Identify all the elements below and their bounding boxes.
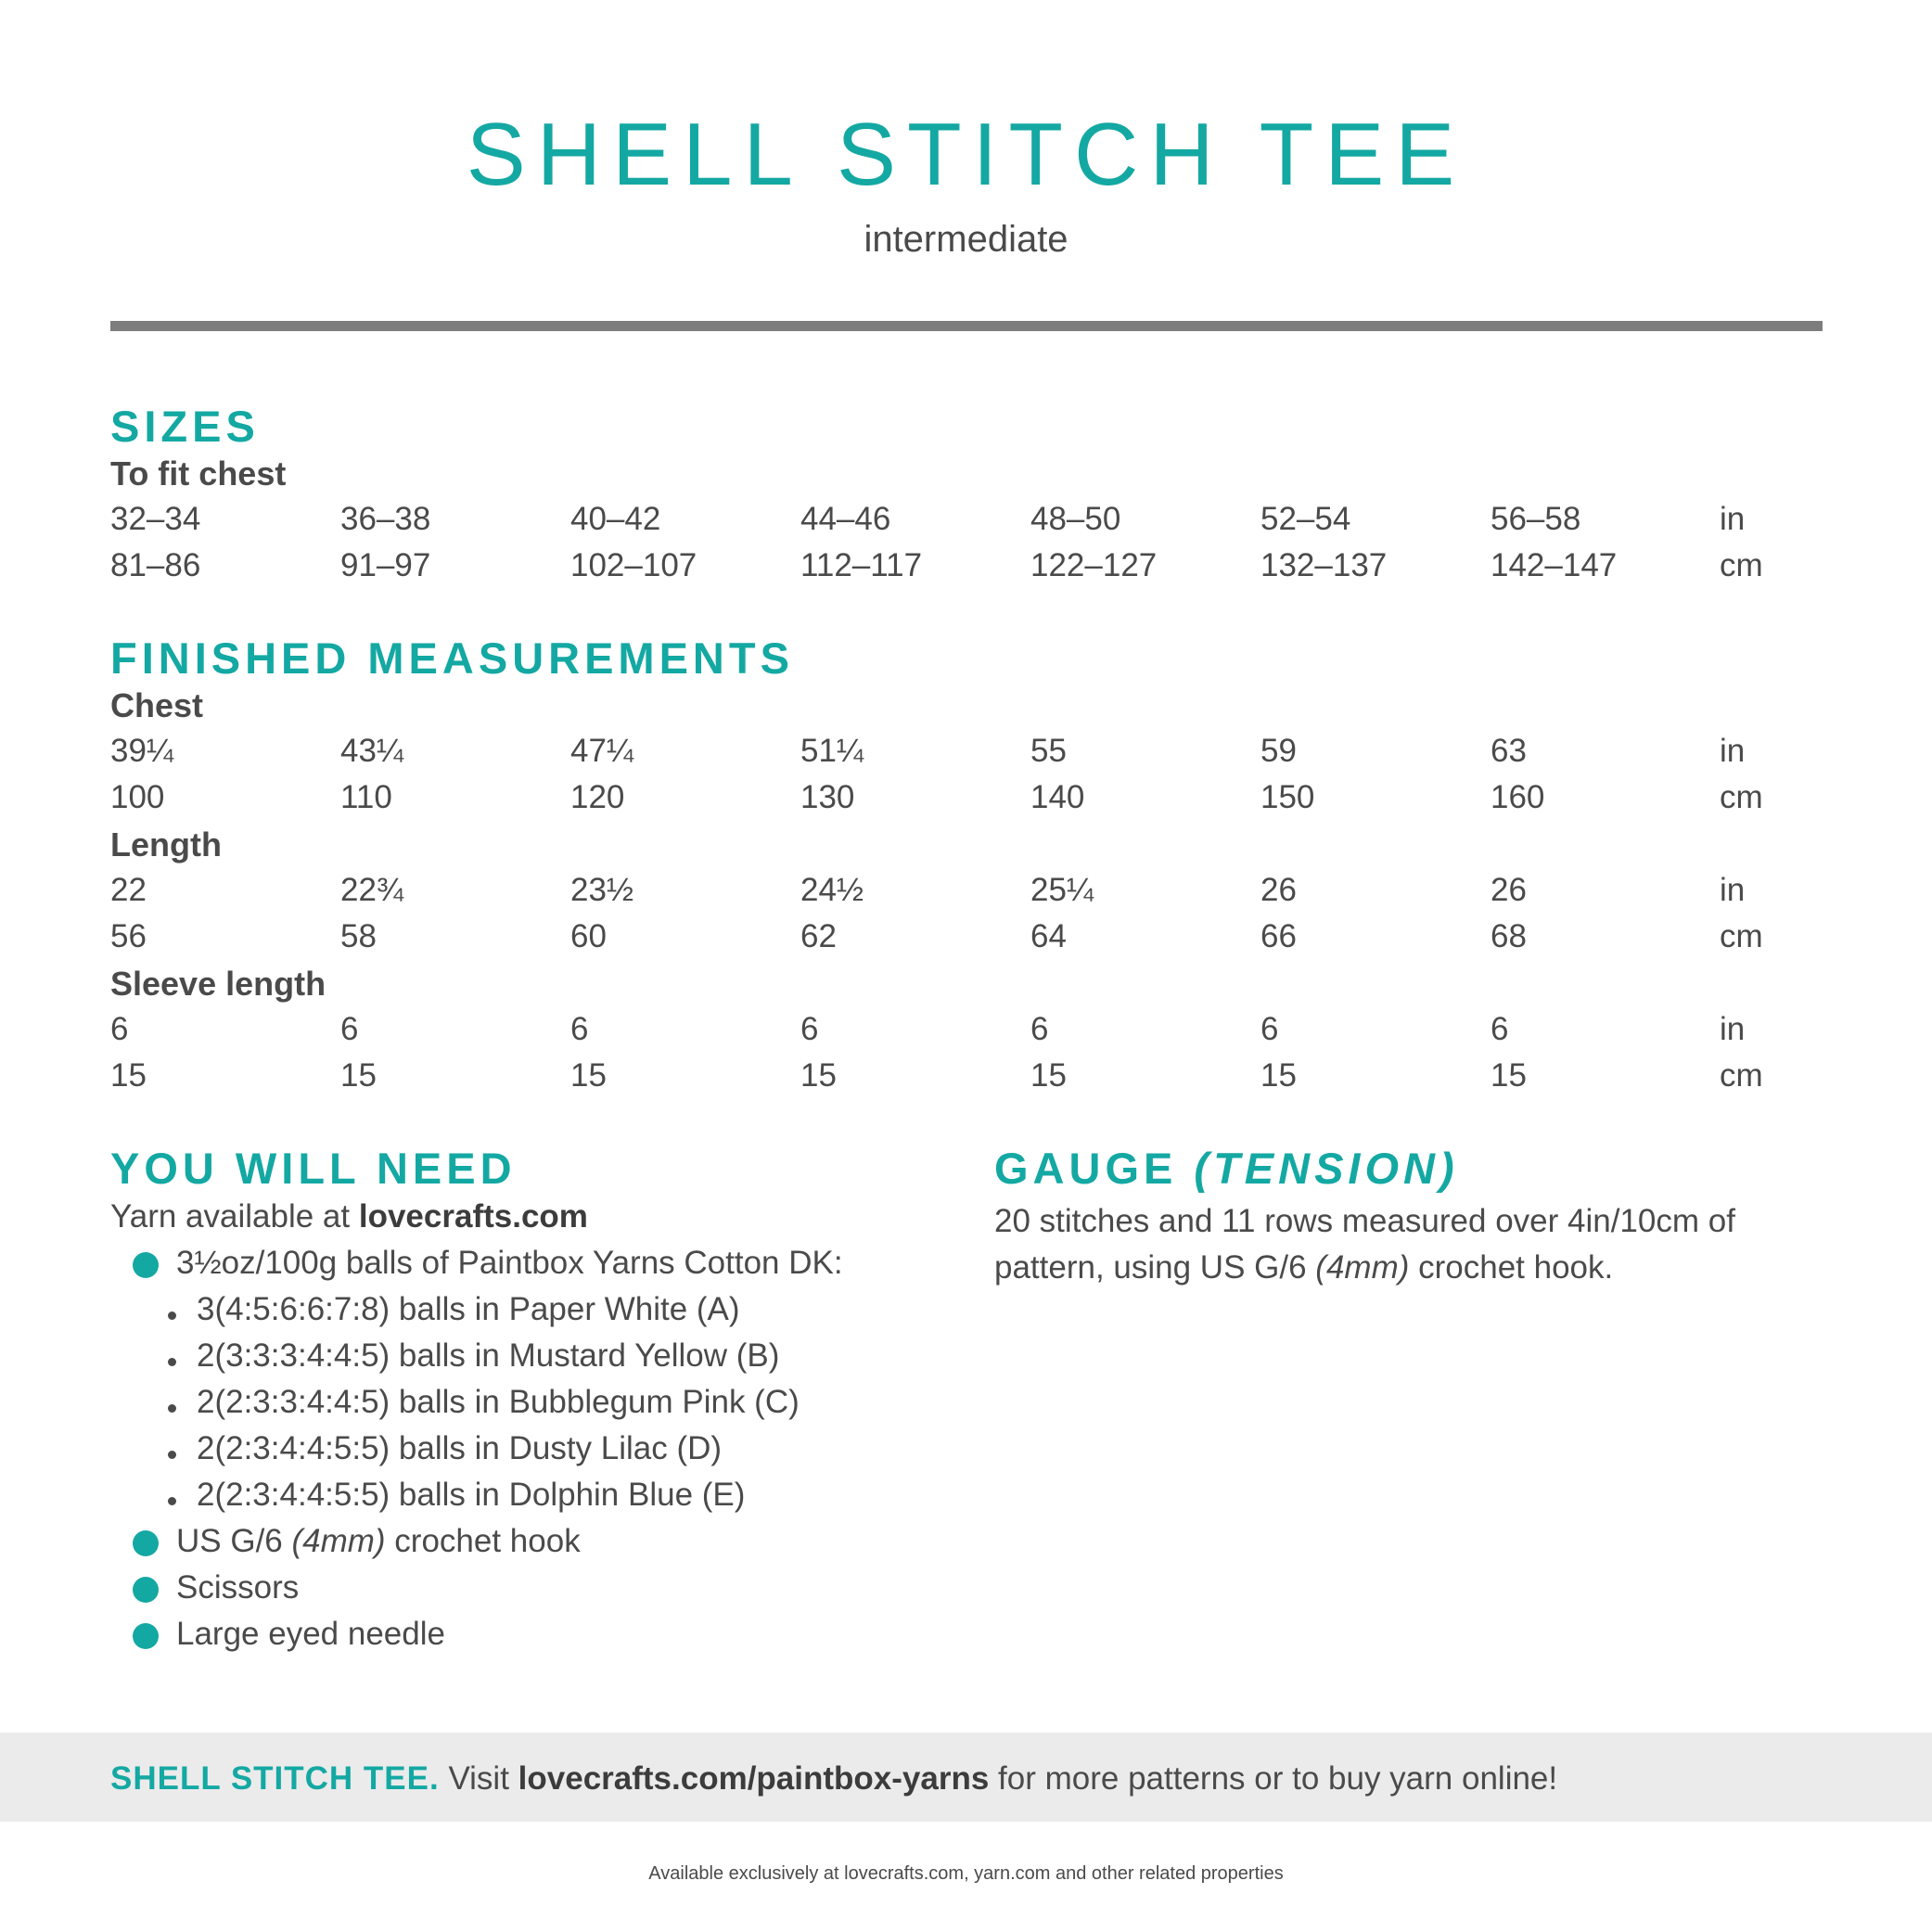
unit-label: in <box>1720 501 1746 537</box>
measure-cell: 15 <box>1491 1057 1527 1094</box>
unit-label: cm <box>1720 779 1763 815</box>
unit-label: in <box>1720 1011 1746 1047</box>
size-cell: 52–54 <box>1260 501 1351 537</box>
measure-cell: 6 <box>570 1011 589 1047</box>
measure-cell: 26 <box>1260 872 1297 908</box>
measure-cell: 110 <box>340 779 392 815</box>
measure-cell: 51¼ <box>800 733 864 769</box>
measure-cell: 56 <box>110 918 147 954</box>
bullet-icon <box>133 1252 159 1278</box>
color-item: 2(2:3:4:4:5:5) balls in Dusty Lilac (D) <box>197 1430 723 1466</box>
unit-label: in <box>1720 872 1746 908</box>
unit-label: cm <box>1720 1057 1763 1094</box>
measure-cell: 6 <box>800 1011 819 1047</box>
chest-row-cm <box>110 779 1823 824</box>
size-cell: 81–86 <box>110 547 201 583</box>
measure-cell: 6 <box>1260 1011 1279 1047</box>
yarn-availability-text: Yarn available at <box>110 1198 359 1235</box>
lovecrafts-link[interactable]: lovecrafts.com <box>358 1198 588 1235</box>
measure-cell: 100 <box>110 779 165 815</box>
size-cell: 56–58 <box>1491 501 1581 537</box>
unit-label: cm <box>1720 918 1763 954</box>
measure-cell: 130 <box>800 779 855 815</box>
sub-bullet-icon <box>168 1358 176 1366</box>
skill-level: intermediate <box>864 219 1068 260</box>
sizes-heading: SIZES <box>110 402 260 451</box>
length-row-cm <box>110 918 1823 963</box>
unit-label: cm <box>1720 547 1763 583</box>
length-row-in <box>110 872 1823 916</box>
length-label: Length <box>110 825 222 864</box>
measure-cell: 150 <box>1260 779 1315 815</box>
bullet-icon <box>133 1577 159 1603</box>
gauge-heading-main: GAUGE <box>994 1144 1195 1193</box>
footer-rest: for more patterns or to buy yarn online! <box>989 1760 1558 1797</box>
measure-cell: 15 <box>1260 1057 1297 1094</box>
size-cell: 48–50 <box>1030 501 1121 537</box>
sleeve-length-label: Sleeve length <box>110 965 326 1003</box>
color-item: 2(2:3:4:4:5:5) balls in Dolphin Blue (E) <box>197 1477 746 1513</box>
to-fit-chest-label: To fit chest <box>110 454 287 493</box>
measure-cell: 60 <box>570 918 607 954</box>
footer-visit: Visit <box>439 1760 518 1797</box>
measure-cell: 22¾ <box>340 872 404 908</box>
yarn-availability <box>110 1198 588 1235</box>
color-item: 2(3:3:3:4:4:5) balls in Mustard Yellow (B) <box>197 1337 780 1374</box>
gauge-text-end: crochet hook. <box>1409 1249 1614 1286</box>
size-cell: 112–117 <box>800 547 923 583</box>
sleeve-row-in <box>110 1011 1823 1056</box>
measure-cell: 15 <box>340 1057 377 1094</box>
measure-cell: 6 <box>110 1011 129 1047</box>
measure-cell: 58 <box>340 918 377 954</box>
gauge-text-main: 20 stitches and 11 rows measured over 4in/10cm of pattern, using US G/6 <box>994 1203 1735 1286</box>
gauge-text <box>994 1198 1829 1291</box>
measure-cell: 22 <box>110 872 147 908</box>
sizes-row-in <box>110 501 1823 545</box>
measure-cell: 15 <box>800 1057 837 1094</box>
size-cell: 91–97 <box>340 547 431 583</box>
hook-size: US G/6 <box>176 1523 292 1559</box>
measure-cell: 66 <box>1260 918 1297 954</box>
size-cell: 44–46 <box>800 501 891 537</box>
page-title: SHELL STITCH TEE <box>466 105 1466 204</box>
footer-title: SHELL STITCH TEE. <box>110 1760 440 1797</box>
measure-cell: 68 <box>1491 918 1527 954</box>
chest-row-in <box>110 733 1823 777</box>
gauge-heading-alt: (TENSION) <box>1194 1144 1459 1193</box>
hook-text: crochet hook <box>385 1523 581 1559</box>
measure-cell: 63 <box>1491 733 1527 769</box>
measure-cell: 15 <box>1030 1057 1067 1094</box>
color-item: 3(4:5:6:6:7:8) balls in Paper White (A) <box>197 1291 740 1327</box>
measure-cell: 6 <box>1491 1011 1509 1047</box>
measure-cell: 23½ <box>570 872 634 908</box>
measure-cell: 55 <box>1030 733 1067 769</box>
yarn-item: 3½oz/100g balls of Paintbox Yarns Cotton DK: <box>176 1245 843 1281</box>
unit-label: in <box>1720 733 1746 769</box>
measure-cell: 47¼ <box>570 733 634 769</box>
size-cell: 132–137 <box>1260 547 1388 583</box>
sub-bullet-icon <box>168 1404 176 1413</box>
measure-cell: 43¼ <box>340 733 404 769</box>
paintbox-yarns-link[interactable]: lovecrafts.com/paintbox-yarns <box>518 1760 990 1797</box>
sub-bullet-icon <box>168 1311 176 1320</box>
sleeve-row-cm <box>110 1057 1823 1102</box>
size-cell: 32–34 <box>110 501 201 537</box>
size-cell: 102–107 <box>570 547 697 583</box>
measure-cell: 6 <box>1030 1011 1049 1047</box>
sizes-row-cm <box>110 547 1823 592</box>
bullet-icon <box>133 1623 159 1649</box>
hook-item <box>176 1523 581 1560</box>
measure-cell: 39¼ <box>110 733 174 769</box>
size-cell: 40–42 <box>570 501 661 537</box>
measure-cell: 120 <box>570 779 625 815</box>
measure-cell: 59 <box>1260 733 1297 769</box>
measure-cell: 24½ <box>800 872 864 908</box>
bullet-icon <box>133 1530 159 1556</box>
measure-cell: 6 <box>340 1011 359 1047</box>
gauge-metric: (4mm) <box>1315 1249 1410 1286</box>
measure-cell: 25¼ <box>1030 872 1094 908</box>
scissors-item: Scissors <box>176 1569 300 1606</box>
sub-bullet-icon <box>168 1451 176 1459</box>
sub-bullet-icon <box>168 1497 176 1505</box>
finished-measurements-heading: FINISHED MEASUREMENTS <box>110 633 794 683</box>
needle-item: Large eyed needle <box>176 1616 445 1652</box>
size-cell: 142–147 <box>1491 547 1618 583</box>
size-cell: 122–127 <box>1030 547 1158 583</box>
measure-cell: 26 <box>1491 872 1527 908</box>
chest-label: Chest <box>110 686 204 724</box>
fine-print: Available exclusively at lovecrafts.com, yarn.com and other related properties <box>648 1863 1284 1884</box>
measure-cell: 160 <box>1491 779 1545 815</box>
color-item: 2(2:3:3:4:4:5) balls in Bubblegum Pink (C) <box>197 1384 800 1420</box>
you-will-need-heading: YOU WILL NEED <box>110 1144 517 1193</box>
divider <box>110 321 1823 331</box>
hook-metric: (4mm) <box>291 1523 386 1559</box>
measure-cell: 140 <box>1030 779 1085 815</box>
size-cell: 36–38 <box>340 501 431 537</box>
measure-cell: 15 <box>570 1057 607 1094</box>
measure-cell: 15 <box>110 1057 147 1094</box>
measure-cell: 64 <box>1030 918 1067 954</box>
gauge-heading <box>994 1143 1459 1194</box>
measure-cell: 62 <box>800 918 837 954</box>
footer-promo <box>110 1760 1557 1798</box>
